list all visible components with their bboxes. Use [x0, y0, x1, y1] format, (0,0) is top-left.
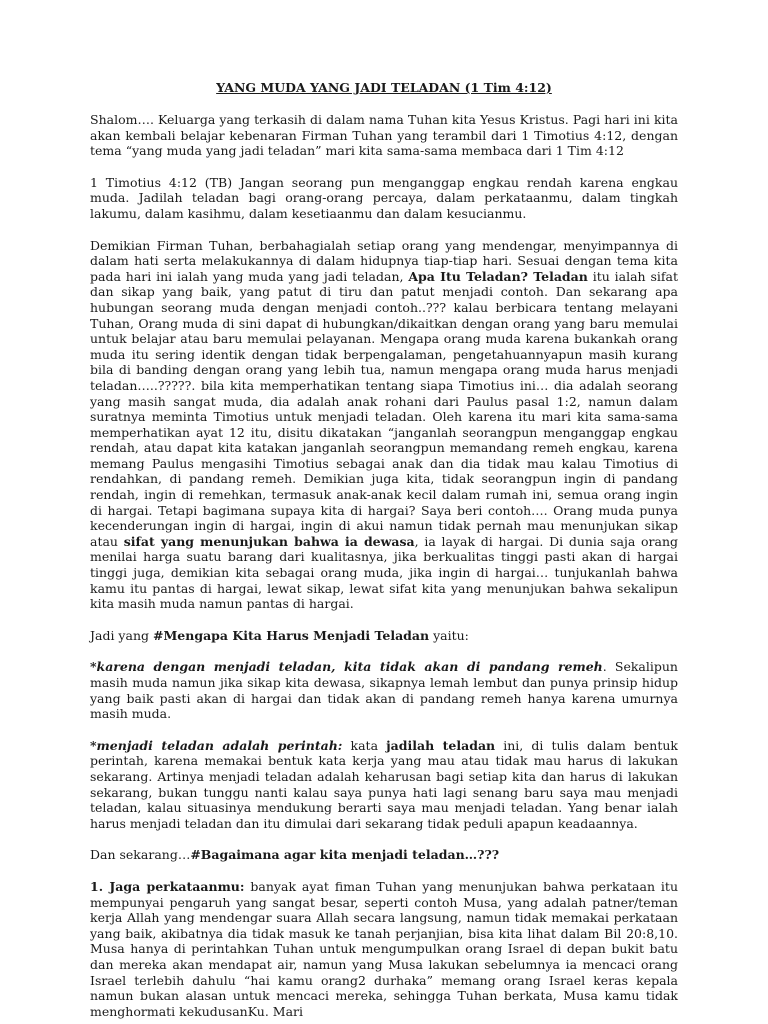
bold-point-1-heading: 1. Jaga perkataanmu: — [90, 878, 245, 894]
text-run: . Sekalipun masih muda namun jika sikap kita dewasa, sikapnya lemah lembut dan punya prinsip hidup yang baik pasti akan di hargai dan tidak akan di pandang remeh hanya karena umurnya masih muda. — [90, 659, 678, 722]
document-title: YANG MUDA YANG JADI TELADAN (1 Tim 4:12) — [216, 80, 552, 95]
bullet-star: * — [90, 659, 97, 675]
paragraph-teladan-explanation — [90, 238, 678, 612]
paragraph-mengapa-heading — [90, 628, 678, 644]
text-run: , ia layak di hargai. Di dunia saja orang menilai harga suatu barang dari kualitasnya, jika berkualitas tinggi pasti akan di hargai tinggi juga, demikian kita sebagai orang muda, jika ingin di hargai… tunjukanlah bahwa kamu itu pantas di hargai, lewat sikap, lewat sifat kita yang menunjukan bahwa sekalipun kita masih muda namun pantas di hargai. — [90, 533, 679, 612]
bold-phrase-jadilah-teladan: jadilah teladan — [386, 737, 496, 753]
bold-italic-reason-2: menjadi teladan adalah perintah: — [96, 737, 343, 753]
text-run: kata — [342, 737, 387, 753]
paragraph-reason-1 — [90, 659, 678, 721]
bold-phrase-apa-itu-teladan: Apa Itu Teladan? Teladan — [408, 268, 588, 284]
bullet-star: * — [90, 737, 97, 753]
bold-italic-reason-1: karena dengan menjadi teladan, kita tidak akan di pandang remeh — [96, 659, 603, 675]
text-run: Demikian Firman Tuhan, berbahagialah setiap orang yang mendengar, menyimpannya di dalam hati serta melakukannya di dalam hidupnya tiap-tiap hari. Sesuai dengan tema kita pada hari ini ialah yang muda yang jadi teladan, — [90, 237, 678, 284]
paragraph-intro: Shalom…. Keluarga yang terkasih di dalam nama Tuhan kita Yesus Kristus. Pagi hari ini kita akan kembali belajar kebenaran Firman Tuhan yang terambil dari 1 Timotius 4:12, dengan tema “yang muda yang jadi teladan” mari kita sama-sama membaca dari 1 Tim 4:12 — [90, 112, 678, 159]
bold-heading-bagaimana: #Bagaimana agar kita menjadi teladan…??? — [190, 847, 500, 863]
text-run: itu ialah sifat dan sikap yang baik, yang patut di tiru dan patut menjadi contoh. Dan sekarang apa hubungan seorang muda dengan menjadi contoh..??? kalau berbicara tentang melayani Tuhan, Orang muda di sini dapat di hubungkan/dikaitkan dengan orang yang baru memulai untuk belajar atau baru memulai pelayanan. Mengapa orang muda karena bukankah orang muda itu sering identik dengan tidak berpengalaman, pengetahuannyapun masih kurang bila di banding dengan orang yang lebih tua, namun mengapa orang muda harus menjadi teladan…..?????. bila kita memperhatikan tentang siapa Timotius ini… dia adalah seorang yang masih sangat muda, dia adalah anak rohani dari Paulus pasal 1:2, namun dalam suratnya meminta Timotius untuk menjadi teladan. Oleh karena itu mari kita sama-sama memperhatikan ayat 12 itu, disitu dikatakan “janganlah seorangpun menganggap engkau rendah, atau dapat kita katakan janganlah seorangpun memandang remeh engkau, karena memang Paulus mengasihi Timotius sebagai anak dan dia tidak mau kalau Timotius di rendahkan, di pandang remeh. Demikian juga kita, tidak seorangpun ingin di pandang rendah, ingin di remehkan, termasuk anak-anak kecil dalam rumah ini, semua orang ingin di hargai. Tetapi bagimana supaya kita di hargai? Saya beri contoh…. Orang muda punya kecenderungan ingin di hargai, ingin di akui namun tidak pernah mau menunjukan sikap atau — [90, 268, 678, 549]
text-run: Dan sekarang… — [90, 847, 191, 863]
text-run: ini, di tulis dalam bentuk perintah, karena memakai bentuk kata kerja yang mau atau tidak mau harus di lakukan sekarang. Artinya menjadi teladan adalah keharusan bagi setiap kita dan harus di lakukan sekarang, bukan tunggu nanti kalau saya punya hati lagi senang baru saya mau menjadi teladan, kalau situasinya mendukung berarti saya mau menjadi teladan. Yang benar ialah harus menjadi teladan dan itu dimulai dari sekarang tidak peduli apapun keadaannya. — [90, 737, 678, 831]
paragraph-reason-2 — [90, 738, 678, 832]
text-run: banyak ayat fiman Tuhan yang menunjukan bahwa perkataan itu mempunyai pengaruh yang sangat besar, seperti contoh Musa, yang adalah patner/teman kerja Allah yang mendengar suara Allah secara langsung, namun tidak memakai perkataan yang baik, akibatnya dia tidak masuk ke tanah perjanjian, bisa kita lihat dalam Bil 20:8,10. Musa hanya di perintahkan Tuhan untuk mengumpulkan orang Israel di depan bukit batu dan mereka akan mendapat air, namun yang Musa lakukan sebelumnya ia mencaci orang Israel terlebih dahulu “hai kamu orang2 durhaka” memang orang Israel keras kepala namun bukan alasan untuk mencaci mereka, sehingga Tuhan berkata, Musa kamu tidak menghormati kekudusanKu. Mari — [90, 878, 678, 1019]
bold-heading-mengapa: #Mengapa Kita Harus Menjadi Teladan — [152, 627, 430, 643]
paragraph-bagaimana-heading — [90, 847, 678, 863]
text-run: Jadi yang — [90, 627, 153, 643]
text-run: yaitu: — [429, 627, 469, 643]
paragraph-point-1 — [90, 879, 678, 1019]
bold-phrase-sifat-dewasa: sifat yang menunjukan bahwa ia dewasa — [123, 533, 415, 549]
paragraph-verse: 1 Timotius 4:12 (TB) Jangan seorang pun menganggap engkau rendah karena engkau muda. Jadilah teladan bagi orang-orang percaya, dalam perkataanmu, dalam tingkah lakumu, dalam kasihmu, dalam kesetiaanmu dan dalam kesucianmu. — [90, 174, 678, 221]
